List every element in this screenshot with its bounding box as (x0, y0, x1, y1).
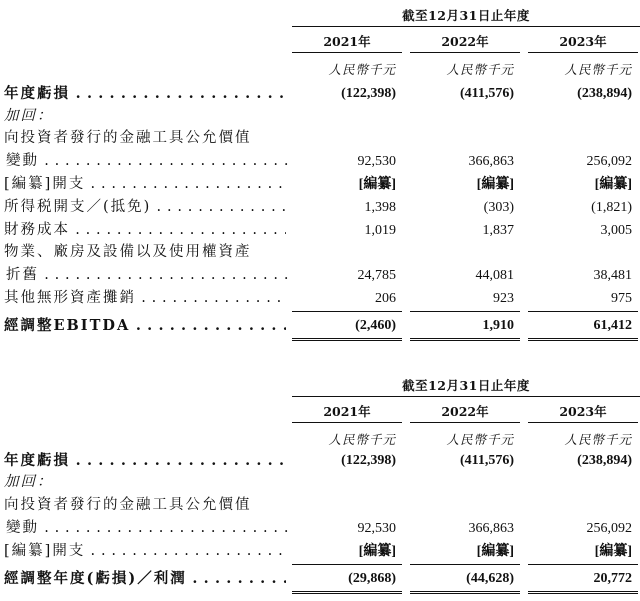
value-2022: (411,576) (459, 86, 514, 101)
value-2021: 1,398 (364, 200, 396, 215)
subtotal-rule (528, 564, 638, 565)
value-2023: 3,005 (600, 223, 632, 238)
table-row (0, 449, 640, 472)
period-header-rule (292, 396, 640, 397)
value-2022: (44,628) (466, 571, 514, 586)
value-2022: (303) (483, 200, 514, 215)
value-2021: (122,398) (341, 453, 396, 468)
period-header-rule (292, 26, 640, 27)
row-label: 年度虧損 . . . (4, 449, 286, 472)
subtotal-rule (292, 564, 402, 565)
value-2022: 923 (493, 291, 514, 306)
row-label: [編纂]開支 . . . (4, 540, 286, 563)
table-row (0, 517, 640, 540)
row-label: [編纂]開支 . . . (4, 173, 286, 196)
table-row (0, 82, 640, 105)
year-rule (410, 422, 520, 423)
table-row (0, 471, 640, 494)
value-2022: [編纂] (476, 544, 514, 559)
row-label: 加回： (4, 108, 54, 124)
row-label: 向投資者發行的金融工具公允價值 (4, 497, 252, 513)
value-2021: 206 (375, 291, 396, 306)
value-2023: 38,481 (593, 268, 632, 283)
year-header-2022: 2022年 (441, 34, 489, 49)
table-row (0, 219, 640, 242)
value-2021: (122,398) (341, 86, 396, 101)
value-2022: 1,837 (482, 223, 514, 238)
value-2023: 20,772 (593, 571, 632, 586)
year-header-2021: 2021年 (323, 404, 371, 419)
value-2023: [編纂] (594, 544, 632, 559)
subtotal-rule (410, 564, 520, 565)
value-2023: [編纂] (594, 177, 632, 192)
total-double-rule (292, 591, 402, 594)
total-double-rule (410, 338, 520, 341)
year-header-2022: 2022年 (441, 404, 489, 419)
unit-label: 人民幣千元 (564, 62, 632, 77)
subtotal-rule (528, 311, 638, 312)
year-rule (410, 52, 520, 53)
row-label: 折舊 . . . (6, 264, 288, 287)
year-rule (292, 422, 402, 423)
table-row (0, 127, 640, 150)
value-2021: 1,019 (364, 223, 396, 238)
value-2022: 366,863 (468, 521, 514, 536)
unit-label: 人民幣千元 (446, 432, 514, 447)
value-2021: 24,785 (357, 268, 396, 283)
value-2022: [編纂] (476, 177, 514, 192)
value-2023: (238,894) (577, 453, 632, 468)
value-2021: [編纂] (358, 177, 396, 192)
table-row (0, 196, 640, 219)
row-label: 其他無形資產攤銷 . . . (4, 287, 286, 310)
total-double-rule (292, 338, 402, 341)
total-double-rule (528, 338, 638, 341)
row-label: 變動 . . . (6, 517, 288, 540)
table-row (0, 241, 640, 264)
value-2022: 1,910 (482, 318, 514, 333)
table-row (0, 540, 640, 563)
total-double-rule (528, 591, 638, 594)
table-row-total (0, 314, 640, 337)
value-2021: [編纂] (358, 544, 396, 559)
year-rule (528, 52, 638, 53)
subtotal-rule (410, 311, 520, 312)
row-label: 所得税開支／(抵免) . . . (4, 196, 286, 219)
period-header: 截至12月31日止年度 (402, 378, 530, 393)
value-2021: (29,868) (348, 571, 396, 586)
year-rule (292, 52, 402, 53)
row-label: 年度虧損 . . . (4, 82, 286, 105)
value-2023: 256,092 (586, 521, 632, 536)
year-header-2023: 2023年 (559, 404, 607, 419)
year-header-2023: 2023年 (559, 34, 607, 49)
table-row (0, 150, 640, 173)
value-2022: 44,081 (475, 268, 514, 283)
year-rule (528, 422, 638, 423)
table-row (0, 494, 640, 517)
value-2023: (238,894) (577, 86, 632, 101)
value-2023: (1,821) (591, 200, 632, 215)
unit-label: 人民幣千元 (328, 62, 396, 77)
value-2021: 92,530 (357, 154, 396, 169)
subtotal-rule (292, 311, 402, 312)
row-label: 向投資者發行的金融工具公允價值 (4, 130, 252, 146)
value-2022: (411,576) (459, 453, 514, 468)
row-label: 財務成本 . . . (4, 219, 286, 242)
value-2023: 61,412 (593, 318, 632, 333)
year-header-2021: 2021年 (323, 34, 371, 49)
value-2023: 256,092 (586, 154, 632, 169)
row-label: 經調整年度(虧損)／利潤 . . . (4, 567, 286, 590)
value-2021: 92,530 (357, 521, 396, 536)
row-label: 加回： (4, 474, 54, 490)
value-2023: 975 (611, 291, 632, 306)
row-label: 物業、廠房及設備以及使用權資產 (4, 244, 252, 260)
table-row (0, 287, 640, 310)
period-header: 截至12月31日止年度 (402, 8, 530, 23)
unit-label: 人民幣千元 (564, 432, 632, 447)
row-label: 變動 . . . (6, 150, 288, 173)
unit-label: 人民幣千元 (328, 432, 396, 447)
value-2021: (2,460) (355, 318, 396, 333)
total-double-rule (410, 591, 520, 594)
row-label: 經調整EBITDA . . . (4, 314, 286, 337)
value-2022: 366,863 (468, 154, 514, 169)
table-row-total (0, 567, 640, 590)
table-row (0, 105, 640, 128)
unit-label: 人民幣千元 (446, 62, 514, 77)
table-row (0, 173, 640, 196)
table-row (0, 264, 640, 287)
